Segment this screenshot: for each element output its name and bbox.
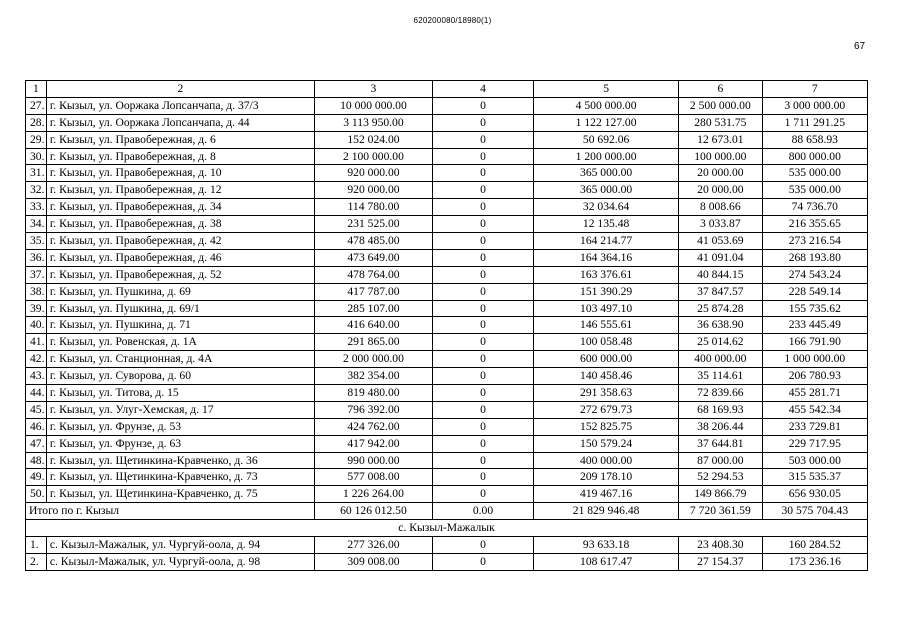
table-cell: 0: [432, 233, 533, 250]
table-cell: 800 000.00: [762, 148, 867, 165]
table-cell: 0: [432, 97, 533, 114]
table-cell: 47.: [26, 435, 47, 452]
table-cell: 10 000 000.00: [315, 97, 433, 114]
table-cell: 285 107.00: [315, 300, 433, 317]
table-row: [26, 199, 868, 216]
table-cell: 28.: [26, 114, 47, 131]
table-cell: 37 847.57: [679, 283, 762, 300]
document-id: 620200080/18980(1): [413, 16, 492, 25]
table-cell: 34.: [26, 216, 47, 233]
table-cell: 0: [432, 435, 533, 452]
table-cell: 209 178.10: [534, 469, 679, 486]
table-cell: г. Кызыл, ул. Фрунзе, д. 63: [46, 435, 314, 452]
table-cell: 0: [432, 216, 533, 233]
table-row: [26, 401, 868, 418]
data-table: [25, 80, 868, 571]
column-number-cell: 5: [534, 81, 679, 98]
table-cell: 315 535.37: [762, 469, 867, 486]
table-cell: 1 122 127.00: [534, 114, 679, 131]
table-cell: 173 236.16: [762, 553, 867, 570]
table-cell: 3 000 000.00: [762, 97, 867, 114]
table-cell: 2.: [26, 553, 47, 570]
table-cell: 478 764.00: [315, 266, 433, 283]
table-cell: г. Кызыл, ул. Пушкина, д. 69/1: [46, 300, 314, 317]
table-cell: 0: [432, 418, 533, 435]
table-cell: 0: [432, 131, 533, 148]
total-label-cell: Итого по г. Кызыл: [26, 503, 315, 520]
table-cell: 88 658.93: [762, 131, 867, 148]
table-cell: 42.: [26, 351, 47, 368]
table-cell: г. Кызыл, ул. Правобережная, д. 12: [46, 182, 314, 199]
table-cell: 920 000.00: [315, 182, 433, 199]
table-cell: 1 711 291.25: [762, 114, 867, 131]
table-row: [26, 216, 868, 233]
section-title-row: [26, 520, 868, 537]
table-cell: 291 358.63: [534, 385, 679, 402]
table-cell: 1 226 264.00: [315, 486, 433, 503]
table-cell: 656 930.05: [762, 486, 867, 503]
table-row: [26, 249, 868, 266]
table-cell: г. Кызыл, ул. Ооржака Лопсанчапа, д. 44: [46, 114, 314, 131]
column-number-cell: 1: [26, 81, 47, 98]
table-cell: 417 942.00: [315, 435, 433, 452]
table-cell: 48.: [26, 452, 47, 469]
table-cell: 229 717.95: [762, 435, 867, 452]
table-cell: 272 679.73: [534, 401, 679, 418]
column-number-cell: 2: [46, 81, 314, 98]
table-cell: 0: [432, 401, 533, 418]
table-cell: г. Кызыл, ул. Правобережная, д. 8: [46, 148, 314, 165]
table-cell: 400 000.00: [679, 351, 762, 368]
table-cell: 796 392.00: [315, 401, 433, 418]
table-cell: 36 638.90: [679, 317, 762, 334]
table-cell: 108 617.47: [534, 553, 679, 570]
table-cell: г. Кызыл, ул. Пушкина, д. 69: [46, 283, 314, 300]
table-cell: г. Кызыл, ул. Фрунзе, д. 53: [46, 418, 314, 435]
table-cell: 44.: [26, 385, 47, 402]
table-cell: 25 874.28: [679, 300, 762, 317]
table-cell: г. Кызыл, ул. Щетинкина-Кравченко, д. 73: [46, 469, 314, 486]
table-cell: 0: [432, 452, 533, 469]
table-cell: 146 555.61: [534, 317, 679, 334]
table-row: [26, 283, 868, 300]
table-cell: 163 376.61: [534, 266, 679, 283]
table-cell: 155 735.62: [762, 300, 867, 317]
total-cell: 30 575 704.43: [762, 503, 867, 520]
table-row: [26, 114, 868, 131]
table-cell: г. Кызыл, ул. Ровенская, д. 1А: [46, 334, 314, 351]
table-cell: г. Кызыл, ул. Станционная, д. 4А: [46, 351, 314, 368]
table-cell: 149 866.79: [679, 486, 762, 503]
table-cell: 4 500 000.00: [534, 97, 679, 114]
table-cell: 473 649.00: [315, 249, 433, 266]
table-cell: 0: [432, 199, 533, 216]
table-cell: 93 633.18: [534, 537, 679, 554]
table-cell: 152 024.00: [315, 131, 433, 148]
table-cell: 29.: [26, 131, 47, 148]
table-row: [26, 97, 868, 114]
table-row: [26, 469, 868, 486]
table-cell: 365 000.00: [534, 165, 679, 182]
table-cell: 164 364.16: [534, 249, 679, 266]
table-cell: 0: [432, 249, 533, 266]
table-cell: 535 000.00: [762, 165, 867, 182]
table-cell: 3 033.87: [679, 216, 762, 233]
table-cell: 87 000.00: [679, 452, 762, 469]
table-cell: 400 000.00: [534, 452, 679, 469]
table-cell: 45.: [26, 401, 47, 418]
table-cell: 416 640.00: [315, 317, 433, 334]
table-cell: 68 169.93: [679, 401, 762, 418]
table-cell: 12 673.01: [679, 131, 762, 148]
table-cell: 164 214.77: [534, 233, 679, 250]
table-cell: 27 154.37: [679, 553, 762, 570]
table-row: [26, 351, 868, 368]
table-cell: г. Кызыл, ул. Правобережная, д. 46: [46, 249, 314, 266]
table-row: [26, 266, 868, 283]
section-title-cell: с. Кызыл-Мажалык: [26, 520, 868, 537]
table-cell: 0: [432, 148, 533, 165]
table-cell: 160 284.52: [762, 537, 867, 554]
table-cell: 50.: [26, 486, 47, 503]
table-cell: 20 000.00: [679, 165, 762, 182]
table-cell: 36.: [26, 249, 47, 266]
table-row: [26, 553, 868, 570]
table-cell: 478 485.00: [315, 233, 433, 250]
table-cell: с. Кызыл-Мажалык, ул. Чургуй-оола, д. 98: [46, 553, 314, 570]
table-body: [26, 81, 868, 571]
table-cell: 0: [432, 114, 533, 131]
table-cell: 2 500 000.00: [679, 97, 762, 114]
table-cell: 228 549.14: [762, 283, 867, 300]
table-cell: г. Кызыл, ул. Правобережная, д. 34: [46, 199, 314, 216]
table-cell: 41 091.04: [679, 249, 762, 266]
column-number-row: [26, 81, 868, 98]
table-cell: 273 216.54: [762, 233, 867, 250]
table-cell: 231 525.00: [315, 216, 433, 233]
total-row: [26, 503, 868, 520]
table-cell: 25 014.62: [679, 334, 762, 351]
table-cell: 46.: [26, 418, 47, 435]
table-cell: 37 644.81: [679, 435, 762, 452]
table-cell: 0: [432, 317, 533, 334]
table-cell: 41 053.69: [679, 233, 762, 250]
column-number-cell: 7: [762, 81, 867, 98]
table-cell: 0: [432, 368, 533, 385]
table-cell: 277 326.00: [315, 537, 433, 554]
column-number-cell: 6: [679, 81, 762, 98]
table-row: [26, 486, 868, 503]
table-cell: 424 762.00: [315, 418, 433, 435]
table-cell: г. Кызыл, ул. Ооржака Лопсанчапа, д. 37/3: [46, 97, 314, 114]
table-cell: 37.: [26, 266, 47, 283]
table-cell: 291 865.00: [315, 334, 433, 351]
table-cell: 0: [432, 300, 533, 317]
table-cell: г. Кызыл, ул. Улуг-Хемская, д. 17: [46, 401, 314, 418]
table-cell: 35 114.61: [679, 368, 762, 385]
table-cell: г. Кызыл, ул. Правобережная, д. 52: [46, 266, 314, 283]
table-cell: 31.: [26, 165, 47, 182]
table-cell: 103 497.10: [534, 300, 679, 317]
table-cell: 503 000.00: [762, 452, 867, 469]
table-cell: 114 780.00: [315, 199, 433, 216]
table-row: [26, 165, 868, 182]
table-cell: 0: [432, 537, 533, 554]
table-cell: 0: [432, 283, 533, 300]
table-cell: г. Кызыл, ул. Суворова, д. 60: [46, 368, 314, 385]
table-cell: 50 692.06: [534, 131, 679, 148]
table-cell: 49.: [26, 469, 47, 486]
table-cell: 2 100 000.00: [315, 148, 433, 165]
table-cell: 577 008.00: [315, 469, 433, 486]
table-cell: 268 193.80: [762, 249, 867, 266]
table-cell: 27.: [26, 97, 47, 114]
total-cell: 0.00: [432, 503, 533, 520]
table-cell: г. Кызыл, ул. Щетинкина-Кравченко, д. 36: [46, 452, 314, 469]
table-cell: 365 000.00: [534, 182, 679, 199]
table-cell: 74 736.70: [762, 199, 867, 216]
table-cell: 309 008.00: [315, 553, 433, 570]
table-cell: 206 780.93: [762, 368, 867, 385]
table-cell: 0: [432, 334, 533, 351]
table-row: [26, 435, 868, 452]
table-cell: 920 000.00: [315, 165, 433, 182]
table-cell: 819 480.00: [315, 385, 433, 402]
table-cell: с. Кызыл-Мажалык, ул. Чургуй-оола, д. 94: [46, 537, 314, 554]
table-row: [26, 385, 868, 402]
table-cell: 382 354.00: [315, 368, 433, 385]
table-cell: 0: [432, 351, 533, 368]
table-cell: 1 000 000.00: [762, 351, 867, 368]
table-cell: 100 000.00: [679, 148, 762, 165]
table-cell: 3 113 950.00: [315, 114, 433, 131]
table-cell: 0: [432, 553, 533, 570]
table-cell: 280 531.75: [679, 114, 762, 131]
table-cell: г. Кызыл, ул. Правобережная, д. 6: [46, 131, 314, 148]
total-cell: 60 126 012.50: [315, 503, 433, 520]
table-cell: 72 839.66: [679, 385, 762, 402]
table-cell: г. Кызыл, ул. Щетинкина-Кравченко, д. 75: [46, 486, 314, 503]
table-row: [26, 537, 868, 554]
table-row: [26, 452, 868, 469]
table-cell: 20 000.00: [679, 182, 762, 199]
table-cell: 151 390.29: [534, 283, 679, 300]
table-row: [26, 131, 868, 148]
table-cell: 1 200 000.00: [534, 148, 679, 165]
table-row: [26, 317, 868, 334]
table-cell: 455 542.34: [762, 401, 867, 418]
table-cell: г. Кызыл, ул. Титова, д. 15: [46, 385, 314, 402]
table-cell: 38.: [26, 283, 47, 300]
table-cell: 0: [432, 486, 533, 503]
table-cell: 41.: [26, 334, 47, 351]
table-cell: 166 791.90: [762, 334, 867, 351]
table-cell: 274 543.24: [762, 266, 867, 283]
table-cell: 39.: [26, 300, 47, 317]
table-cell: 0: [432, 385, 533, 402]
table-cell: 33.: [26, 199, 47, 216]
table-cell: г. Кызыл, ул. Правобережная, д. 38: [46, 216, 314, 233]
table-cell: 35.: [26, 233, 47, 250]
table-cell: 535 000.00: [762, 182, 867, 199]
table-cell: 30.: [26, 148, 47, 165]
table-cell: 38 206.44: [679, 418, 762, 435]
table-cell: 150 579.24: [534, 435, 679, 452]
table-row: [26, 148, 868, 165]
table-cell: 233 729.81: [762, 418, 867, 435]
table-cell: г. Кызыл, ул. Правобережная, д. 10: [46, 165, 314, 182]
table-row: [26, 334, 868, 351]
table-cell: 12 135.48: [534, 216, 679, 233]
table-cell: 0: [432, 165, 533, 182]
table-cell: 43.: [26, 368, 47, 385]
table-cell: 140 458.46: [534, 368, 679, 385]
column-number-cell: 4: [432, 81, 533, 98]
table-cell: 0: [432, 469, 533, 486]
table-cell: 0: [432, 182, 533, 199]
table-cell: 52 294.53: [679, 469, 762, 486]
table-cell: 417 787.00: [315, 283, 433, 300]
table-row: [26, 368, 868, 385]
table-cell: г. Кызыл, ул. Пушкина, д. 71: [46, 317, 314, 334]
page-number: 67: [854, 41, 866, 52]
table-cell: 990 000.00: [315, 452, 433, 469]
total-cell: 21 829 946.48: [534, 503, 679, 520]
table-cell: 1.: [26, 537, 47, 554]
table-cell: 2 000 000.00: [315, 351, 433, 368]
table-cell: 32.: [26, 182, 47, 199]
table-cell: 40 844.15: [679, 266, 762, 283]
table-cell: г. Кызыл, ул. Правобережная, д. 42: [46, 233, 314, 250]
total-cell: 7 720 361.59: [679, 503, 762, 520]
table-cell: 40.: [26, 317, 47, 334]
table-row: [26, 182, 868, 199]
table-cell: 152 825.75: [534, 418, 679, 435]
table-cell: 233 445.49: [762, 317, 867, 334]
table-row: [26, 233, 868, 250]
table-cell: 32 034.64: [534, 199, 679, 216]
table-cell: 216 355.65: [762, 216, 867, 233]
table-cell: 0: [432, 266, 533, 283]
table-row: [26, 418, 868, 435]
column-number-cell: 3: [315, 81, 433, 98]
table-cell: 23 408.30: [679, 537, 762, 554]
table-cell: 100 058.48: [534, 334, 679, 351]
table-row: [26, 300, 868, 317]
table-cell: 455 281.71: [762, 385, 867, 402]
table-cell: 8 008.66: [679, 199, 762, 216]
table-cell: 600 000.00: [534, 351, 679, 368]
table-cell: 419 467.16: [534, 486, 679, 503]
